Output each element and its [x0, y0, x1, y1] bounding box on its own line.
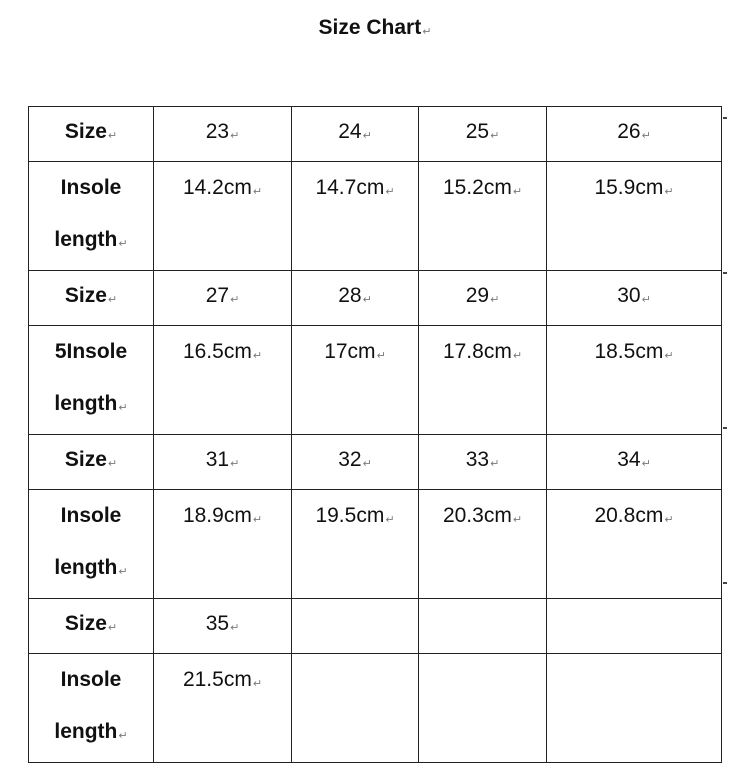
insole-length-value-cell — [154, 654, 292, 763]
label-text: length — [54, 392, 118, 415]
paragraph-mark-icon: ↵ — [385, 514, 395, 526]
size-value: 27 — [205, 284, 230, 307]
paragraph-mark-icon: ↵ — [118, 730, 128, 742]
size-value: 26 — [617, 120, 641, 143]
label-line — [29, 107, 153, 161]
paragraph-mark-icon: ↵ — [512, 186, 523, 198]
insole-length-value-cell — [419, 162, 547, 271]
insole-length-value-cell — [154, 326, 292, 435]
paragraph-mark-icon: ↵ — [107, 458, 118, 470]
paragraph-mark-icon: ↵ — [362, 130, 372, 142]
insole-length-value-cell — [292, 326, 419, 435]
size-row — [29, 599, 722, 654]
paragraph-mark-icon: ↵ — [490, 294, 500, 306]
label-line — [29, 654, 153, 706]
paragraph-mark-icon: ↵ — [422, 26, 432, 38]
size-chart-table — [28, 106, 722, 763]
title-text: Size Chart — [318, 16, 422, 39]
size-value: 33 — [465, 448, 490, 471]
paragraph-mark-icon: ↵ — [385, 186, 395, 198]
label-text: Size — [64, 120, 107, 143]
insole-length-value-cell — [292, 490, 419, 599]
label-text: length — [54, 556, 118, 579]
insole-length-value-cell — [547, 162, 722, 271]
insole-length-value: 21.5cm — [182, 668, 252, 691]
paragraph-mark-icon: ↵ — [252, 678, 263, 690]
table-edge-mark — [723, 272, 727, 274]
size-chart-body — [29, 107, 722, 763]
size-value-cell — [154, 107, 292, 162]
paragraph-mark-icon: ↵ — [490, 130, 500, 142]
label-line — [29, 599, 153, 653]
label-line — [29, 378, 153, 434]
insole-length-value-cell — [547, 326, 722, 435]
label-line — [29, 162, 153, 214]
label-text: Size — [64, 612, 107, 635]
size-value: 34 — [617, 448, 641, 471]
insole-length-row — [29, 326, 722, 435]
paragraph-mark-icon: ↵ — [362, 458, 372, 470]
insole-length-label-cell — [29, 490, 154, 599]
paragraph-mark-icon: ↵ — [641, 458, 651, 470]
insole-length-value-cell — [419, 326, 547, 435]
insole-length-value: 14.7cm — [315, 176, 385, 199]
size-value-cell — [154, 435, 292, 490]
insole-length-row — [29, 654, 722, 763]
insole-length-value: 18.9cm — [182, 504, 252, 527]
size-value-cell — [547, 435, 722, 490]
paragraph-mark-icon: ↵ — [664, 186, 674, 198]
paragraph-mark-icon: ↵ — [118, 566, 128, 578]
paragraph-mark-icon: ↵ — [107, 294, 118, 306]
label-line — [29, 490, 153, 542]
insole-length-row — [29, 162, 722, 271]
size-value: 24 — [338, 120, 362, 143]
size-value-cell — [547, 271, 722, 326]
insole-length-value-cell — [154, 162, 292, 271]
label-line — [29, 706, 153, 762]
insole-length-label-cell — [29, 654, 154, 763]
label-text: Insole — [60, 668, 122, 691]
insole-length-value: 17.8cm — [442, 340, 512, 363]
label-line — [29, 542, 153, 598]
size-value-cell — [419, 599, 547, 654]
insole-length-value: 16.5cm — [182, 340, 252, 363]
paragraph-mark-icon: ↵ — [664, 514, 674, 526]
size-value-cell — [547, 107, 722, 162]
size-value: 25 — [465, 120, 490, 143]
paragraph-mark-icon: ↵ — [230, 622, 240, 634]
size-value: 32 — [338, 448, 362, 471]
insole-length-label-cell — [29, 326, 154, 435]
insole-length-value: 20.8cm — [594, 504, 664, 527]
insole-length-value: 20.3cm — [442, 504, 512, 527]
label-line — [29, 271, 153, 325]
size-value: 30 — [617, 284, 641, 307]
paragraph-mark-icon: ↵ — [252, 186, 263, 198]
insole-length-value-cell — [154, 490, 292, 599]
size-value: 29 — [465, 284, 490, 307]
page-title — [0, 16, 750, 40]
insole-length-value: 18.5cm — [594, 340, 664, 363]
size-value: 31 — [205, 448, 230, 471]
size-value-cell — [154, 271, 292, 326]
paragraph-mark-icon: ↵ — [230, 130, 240, 142]
size-value-cell — [154, 599, 292, 654]
label-text: Insole — [60, 504, 122, 527]
paragraph-mark-icon: ↵ — [641, 294, 651, 306]
size-value: 35 — [205, 612, 230, 635]
label-text: length — [54, 228, 118, 251]
label-text: Size — [64, 284, 107, 307]
insole-length-value: 17cm — [324, 340, 376, 363]
size-label-cell — [29, 599, 154, 654]
insole-length-value-cell — [547, 490, 722, 599]
size-value: 23 — [205, 120, 230, 143]
label-text: length — [54, 720, 118, 743]
size-value-cell — [419, 271, 547, 326]
table-edge-mark — [723, 117, 727, 119]
size-value-cell — [292, 599, 419, 654]
size-value-cell — [419, 107, 547, 162]
paragraph-mark-icon: ↵ — [512, 514, 523, 526]
label-text: Size — [64, 448, 107, 471]
paragraph-mark-icon: ↵ — [641, 130, 651, 142]
size-value-cell — [292, 271, 419, 326]
size-label-cell — [29, 107, 154, 162]
size-row — [29, 435, 722, 490]
size-value-cell — [547, 599, 722, 654]
insole-length-row — [29, 490, 722, 599]
table-edge-mark — [723, 427, 727, 429]
insole-length-value: 14.2cm — [182, 176, 252, 199]
insole-length-label-cell — [29, 162, 154, 271]
size-label-cell — [29, 435, 154, 490]
paragraph-mark-icon: ↵ — [107, 130, 118, 142]
paragraph-mark-icon: ↵ — [118, 238, 128, 250]
size-value-cell — [419, 435, 547, 490]
label-line — [29, 214, 153, 270]
insole-length-value: 15.9cm — [594, 176, 664, 199]
label-text: 5Insole — [54, 340, 128, 363]
paragraph-mark-icon: ↵ — [512, 350, 523, 362]
paragraph-mark-icon: ↵ — [664, 350, 674, 362]
size-label-cell — [29, 271, 154, 326]
insole-length-value-cell — [292, 654, 419, 763]
paragraph-mark-icon: ↵ — [490, 458, 500, 470]
paragraph-mark-icon: ↵ — [376, 350, 386, 362]
label-line — [29, 326, 153, 378]
insole-length-value: 19.5cm — [315, 504, 385, 527]
size-value: 28 — [338, 284, 362, 307]
insole-length-value-cell — [419, 654, 547, 763]
label-line — [29, 435, 153, 489]
label-text: Insole — [60, 176, 122, 199]
paragraph-mark-icon: ↵ — [252, 350, 263, 362]
paragraph-mark-icon: ↵ — [252, 514, 263, 526]
insole-length-value-cell — [547, 654, 722, 763]
size-row — [29, 107, 722, 162]
insole-length-value: 15.2cm — [442, 176, 512, 199]
size-value-cell — [292, 435, 419, 490]
size-row — [29, 271, 722, 326]
table-edge-mark — [723, 582, 727, 584]
size-value-cell — [292, 107, 419, 162]
paragraph-mark-icon: ↵ — [230, 294, 240, 306]
paragraph-mark-icon: ↵ — [362, 294, 372, 306]
paragraph-mark-icon: ↵ — [107, 622, 118, 634]
insole-length-value-cell — [419, 490, 547, 599]
paragraph-mark-icon: ↵ — [118, 402, 128, 414]
paragraph-mark-icon: ↵ — [230, 458, 240, 470]
insole-length-value-cell — [292, 162, 419, 271]
